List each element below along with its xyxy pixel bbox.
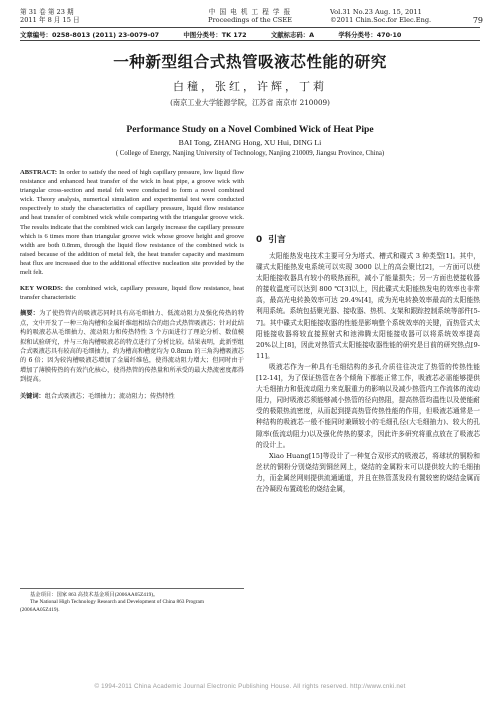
affiliation-cn: (南京工业大学能源学院，江苏省 南京市 210009) [170,98,330,107]
header-divider [20,27,480,28]
volume-info-en: Vol.31 No.23 Aug. 15, 2011 [330,8,422,16]
authors-en: BAI Tong, ZHANG Hong, XU Hui, DING Li [178,138,322,147]
article-meta [20,30,480,39]
abstract-cn [20,309,244,384]
paper-title-en: Performance Study on a Novel Combined Wick of Heat Pipe [126,124,374,135]
intro-paragraph-1: 太阳能热发电技术主要可分为塔式、槽式和碟式 3 种类型[1]。其中，碟式太阳能热发电系统可以实现 3000 以上的高会聚比[2]，一方面可以使太阳能接收器具有较小的吸热面积，减小了能量损失；另一方面也使接收器的接收温度可以达到 800 ℃[3]以上，因此碟式太阳能热发电的效率也非常高，最高光电转换效率可达 29.4%[4]，成为光电转换效率最高的太阳能热利用系统。系统包括聚光器、接收器、热机、支架和跟踪控制系统等部件[5-7]。其中碟式太阳能接收器的性能是影响整个系统效率的关键，而热管式太阳能接收器将较直接照射式和池沸腾太阳能接收器可以将系统效率提高 20%以上[8]，因此对热管式太阳能接收器性能的研究是目前的研究热点[9-11]。 [256,252,480,360]
document-code: 文献标志码：A [270,31,315,39]
abstract-en-label: ABSTRACT: [20,169,58,176]
issue-date: 2011 年 8 月 15 日 [20,16,80,25]
keywords-en-label: KEY WORDS: [20,285,63,293]
abstract-en-text: In order to satisfy the need of high capillary pressure, low liquid flow resistance and enhanced heat transfer of the wick in heat pipe, a groove wick with triangular cross-section and metal felt were conducted to form a novel combined wick. Theory analysis, numerical simulation and experimental test were conducted respectively to study the characteristics of capillary pressure, liquid flow resistance and heat transfer of combined wick while comparing with the triangular groove wick. The results indicate that the combined wick can largely increase the capillary pressure which is 6 times more than triangular groove wick whose groove height and groove width are both 0.8mm, through the liquid flow resistance of the combined wick is raised because of the addition of metal felt, the heat transfer capacity and maximum heat flux are increased due to the additional effective nucleation site provided by the melt felt. [20,169,244,277]
intro-paragraph-3: Xiao Huang[15]等设计了一种复合双形式的吸液芯，将球状的铜粉和丝状的铜粉分别烧结到铜丝网上，烧结的金属粉末可以提供较大的毛细抽力，而金属丝网则提供流通通道，并且在热管蒸发段有置较密的烧结金属而在冷凝段布置疏松的烧结金属， [256,451,480,493]
funding-en: The National High Technology Research and Development of China 863 Program (2006AA05Z419). [20,599,204,613]
abstract-cn-label: 摘要： [20,310,40,318]
journal-name-cn: 中 国 电 机 工 程 学 报 [208,8,292,16]
header-right [330,8,480,25]
volume-issue: 第 31 卷 第 23 期 [20,8,74,16]
abstract-column [20,168,244,401]
funding-note [20,588,244,614]
header-center [170,8,330,25]
section-title: 引言 [268,235,286,245]
meta-divider [20,40,480,41]
keywords-cn-text: 组合式吸液芯；毛细抽力；流动阻力；传热特性 [44,392,175,400]
authors-cn: 白穜，张红，许辉，丁莉 [173,80,327,93]
section-number: 0 [256,235,263,245]
article-number: 文章编号：0258-8013 (2011) 23-0079-07 [20,31,160,39]
clc-number: 中图分类号：TK 172 [183,31,247,39]
paper-title-cn: 一种新型组合式热管吸液芯性能的研究 [113,53,387,71]
copyright-footer: © 1994-2011 China Academic Journal Electronic Publishing House. All rights reserved. http://www.cnki.net [94,683,406,690]
affiliation-en: ( College of Energy, Nanjing University of Technology, Nanjing 210009, Jiangsu Province, China) [115,150,385,157]
keywords-cn-label: 关键词： [20,392,45,400]
body-column [256,232,480,495]
abstract-en [20,168,244,277]
keywords-en-text: the combined wick, capillary pressure, liquid flow resistance, heat transfer characteristic [20,285,244,302]
page-number: 79 [472,16,483,25]
copyright-line: ©2011 Chin.Soc.for Elec.Eng. [330,16,432,25]
funding-cn: 基金项目：国家 863 高技术基金项目(2006AA05Z419)。 [30,592,159,598]
section-heading [256,232,480,245]
intro-paragraph-2: 吸液芯作为一种具有毛细结构的多孔介质往往决定了热管的传热性能[12-14]，为了保证热管在各个倾角下都能正常工作，吸液芯必需能够提供大毛细抽力和低流动阻力来克服重力的影响以及减少热管内工作流体的流动阻力，同时吸液芯须能够减小热管的径向热阻，提高热管均温性以及使能耐受的极限热流密度，从而起到提高热管传热性能的作用，但吸液芯通常是一种结构的吸液芯一般不能同时兼顾较小的毛细孔径(大毛细抽力)、较大的孔隙率(低流动阻力)以及强化传热的要求，因此许多研究将重点放在了吸液芯的设计上。 [256,362,480,449]
header-left [20,8,80,25]
journal-name-en: Proceedings of the CSEE [208,16,292,25]
keywords-en [20,284,244,302]
keywords-cn [20,392,244,401]
abstract-cn-text: 为了使热管内的吸液芯同时具有高毛细抽力、低流动阻力及强化传热的特点，文中开发了一种三角沟槽和金属纤维组相结合的组合式热管吸液芯；针对此结构的吸液芯从毛细抽力、流动阻力和传热特性 3 个方面进行了理论分析、数值模拟和试验研究，并与三角沟槽吸液芯的特点进行了分析比较。结果表明，此新型组合式吸液芯具有较高的毛细抽力，约为槽高和槽宽均为 0.8mm 的三角沟槽吸液芯的 6 倍；因为较沟槽吸液芯增加了金属纤维毡，使得流动阻力增大；但同时由于增加了薄膜传热的有效汽化核心，使得热管的传热量和所承受的最大热流密度都得到提高。 [20,310,244,384]
subject-code: 学科分类号：470·10 [338,31,402,39]
